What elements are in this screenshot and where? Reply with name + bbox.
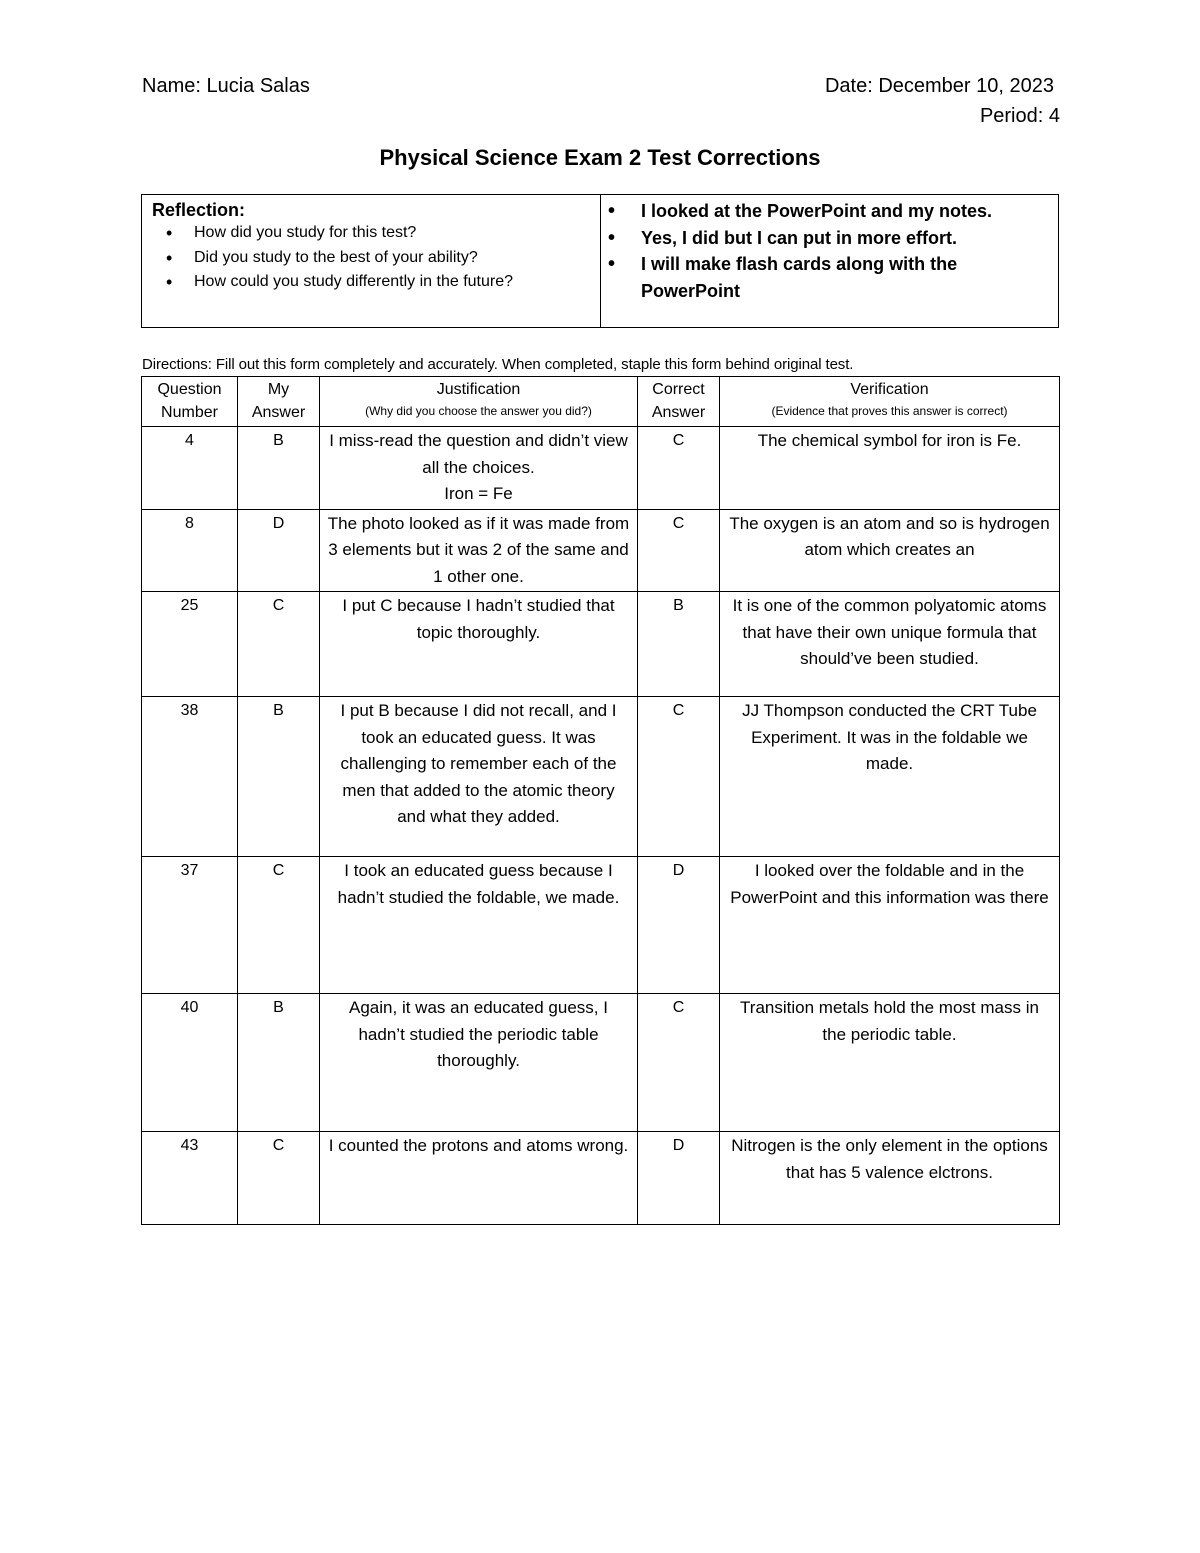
header-verification xyxy=(720,377,1060,427)
table-row xyxy=(142,697,1060,857)
directions-text: : Fill out this form completely and accurately. When completed, staple this form behind original test. xyxy=(207,356,854,373)
table-row xyxy=(142,509,1060,592)
reflection-heading: Reflection: xyxy=(152,200,246,220)
table-header-row xyxy=(142,377,1060,427)
cell-question-number: 43 xyxy=(142,1132,238,1225)
header-correct-line1: Correct xyxy=(652,381,705,398)
reflection-answer: • I looked at the PowerPoint and my notes. xyxy=(641,198,1048,225)
cell-my-answer: B xyxy=(238,994,320,1132)
header-justification xyxy=(320,377,638,427)
header-verification-sub: (Evidence that proves this answer is correct) xyxy=(771,404,1008,418)
reflection-answer: • Yes, I did but I can put in more effort. xyxy=(641,225,1048,252)
table-row xyxy=(142,1132,1060,1225)
cell-correct-answer: C xyxy=(638,509,720,592)
header-justification-title: Justification xyxy=(436,381,521,398)
reflection-answer-list xyxy=(641,198,1048,304)
cell-question-number: 37 xyxy=(142,857,238,994)
cell-justification: I put B because I did not recall, and I took an educated guess. It was challenging to remember each of the men that added to the atomic theory and what they added. xyxy=(320,697,638,857)
cell-justification: I counted the protons and atoms wrong. xyxy=(320,1132,638,1225)
reflection-answer: • I will make flash cards along with the PowerPoint xyxy=(641,251,1048,304)
cell-my-answer: C xyxy=(238,592,320,697)
cell-justification xyxy=(320,427,638,510)
header-my-line1: My xyxy=(267,381,290,398)
cell-justification: Again, it was an educated guess, I hadn’t studied the periodic table thoroughly. xyxy=(320,994,638,1132)
reflection-questions xyxy=(142,195,601,327)
cell-question-number: 25 xyxy=(142,592,238,697)
cell-my-answer: B xyxy=(238,697,320,857)
cell-verification: Transition metals hold the most mass in the periodic table. xyxy=(720,994,1060,1132)
cell-my-answer: B xyxy=(238,427,320,510)
cell-verification: The oxygen is an atom and so is hydrogen atom which creates an xyxy=(720,509,1060,592)
reflection-question-list xyxy=(152,221,590,295)
cell-verification: It is one of the common polyatomic atoms that have their own unique formula that should’ve been studied. xyxy=(720,592,1060,697)
reflection-question: • Did you study to the best of your ability? xyxy=(152,246,590,271)
cell-correct-answer: D xyxy=(638,857,720,994)
cell-correct-answer: D xyxy=(638,1132,720,1225)
corrections-table xyxy=(141,376,1060,1225)
header-question-line2: Number xyxy=(161,404,218,421)
reflection-answers xyxy=(601,195,1058,327)
header-correct-answer xyxy=(638,377,720,427)
cell-question-number: 4 xyxy=(142,427,238,510)
cell-question-number: 38 xyxy=(142,697,238,857)
cell-correct-answer: C xyxy=(638,427,720,510)
cell-my-answer: C xyxy=(238,1132,320,1225)
cell-correct-answer: C xyxy=(638,697,720,857)
header-correct-line2: Answer xyxy=(651,404,706,421)
header-my-line2: Answer xyxy=(251,404,306,421)
header-question-number xyxy=(142,377,238,427)
cell-justification: The photo looked as if it was made from 3 elements but it was 2 of the same and 1 other one. xyxy=(320,509,638,592)
cell-question-number: 8 xyxy=(142,509,238,592)
cell-my-answer: D xyxy=(238,509,320,592)
cell-correct-answer: C xyxy=(638,994,720,1132)
cell-correct-answer: B xyxy=(638,592,720,697)
header-verification-title: Verification xyxy=(850,381,929,398)
directions xyxy=(142,356,853,374)
justification-text: I miss-read the question and didn’t view all the choices. Iron = Fe xyxy=(329,431,628,503)
reflection-question: • How did you study for this test? xyxy=(152,221,590,246)
header-question-line1: Question xyxy=(157,381,222,398)
directions-label: Directions xyxy=(142,356,208,373)
exam-date: Date: December 10, 2023 xyxy=(824,75,1054,97)
table-row xyxy=(142,857,1060,994)
table-row xyxy=(142,994,1060,1132)
reflection-question: • How could you study differently in the future? xyxy=(152,270,590,295)
header-justification-sub: (Why did you choose the answer you did?) xyxy=(365,404,592,418)
cell-my-answer: C xyxy=(238,857,320,994)
header-my-answer xyxy=(238,377,320,427)
cell-verification: JJ Thompson conducted the CRT Tube Experiment. It was in the foldable we made. xyxy=(720,697,1060,857)
page-title: Physical Science Exam 2 Test Corrections xyxy=(379,145,821,170)
table-row xyxy=(142,427,1060,510)
cell-question-number: 40 xyxy=(142,994,238,1132)
cell-verification: The chemical symbol for iron is Fe. xyxy=(720,427,1060,510)
cell-verification: I looked over the foldable and in the PowerPoint and this information was there xyxy=(720,857,1060,994)
cell-verification: Nitrogen is the only element in the options that has 5 valence elctrons. xyxy=(720,1132,1060,1225)
table-row xyxy=(142,592,1060,697)
cell-justification: I took an educated guess because I hadn’t studied the foldable, we made. xyxy=(320,857,638,994)
class-period: Period: 4 xyxy=(979,105,1060,127)
reflection-box xyxy=(141,194,1059,328)
student-name: Name: Lucia Salas xyxy=(142,75,310,97)
cell-justification: I put C because I hadn’t studied that topic thoroughly. xyxy=(320,592,638,697)
